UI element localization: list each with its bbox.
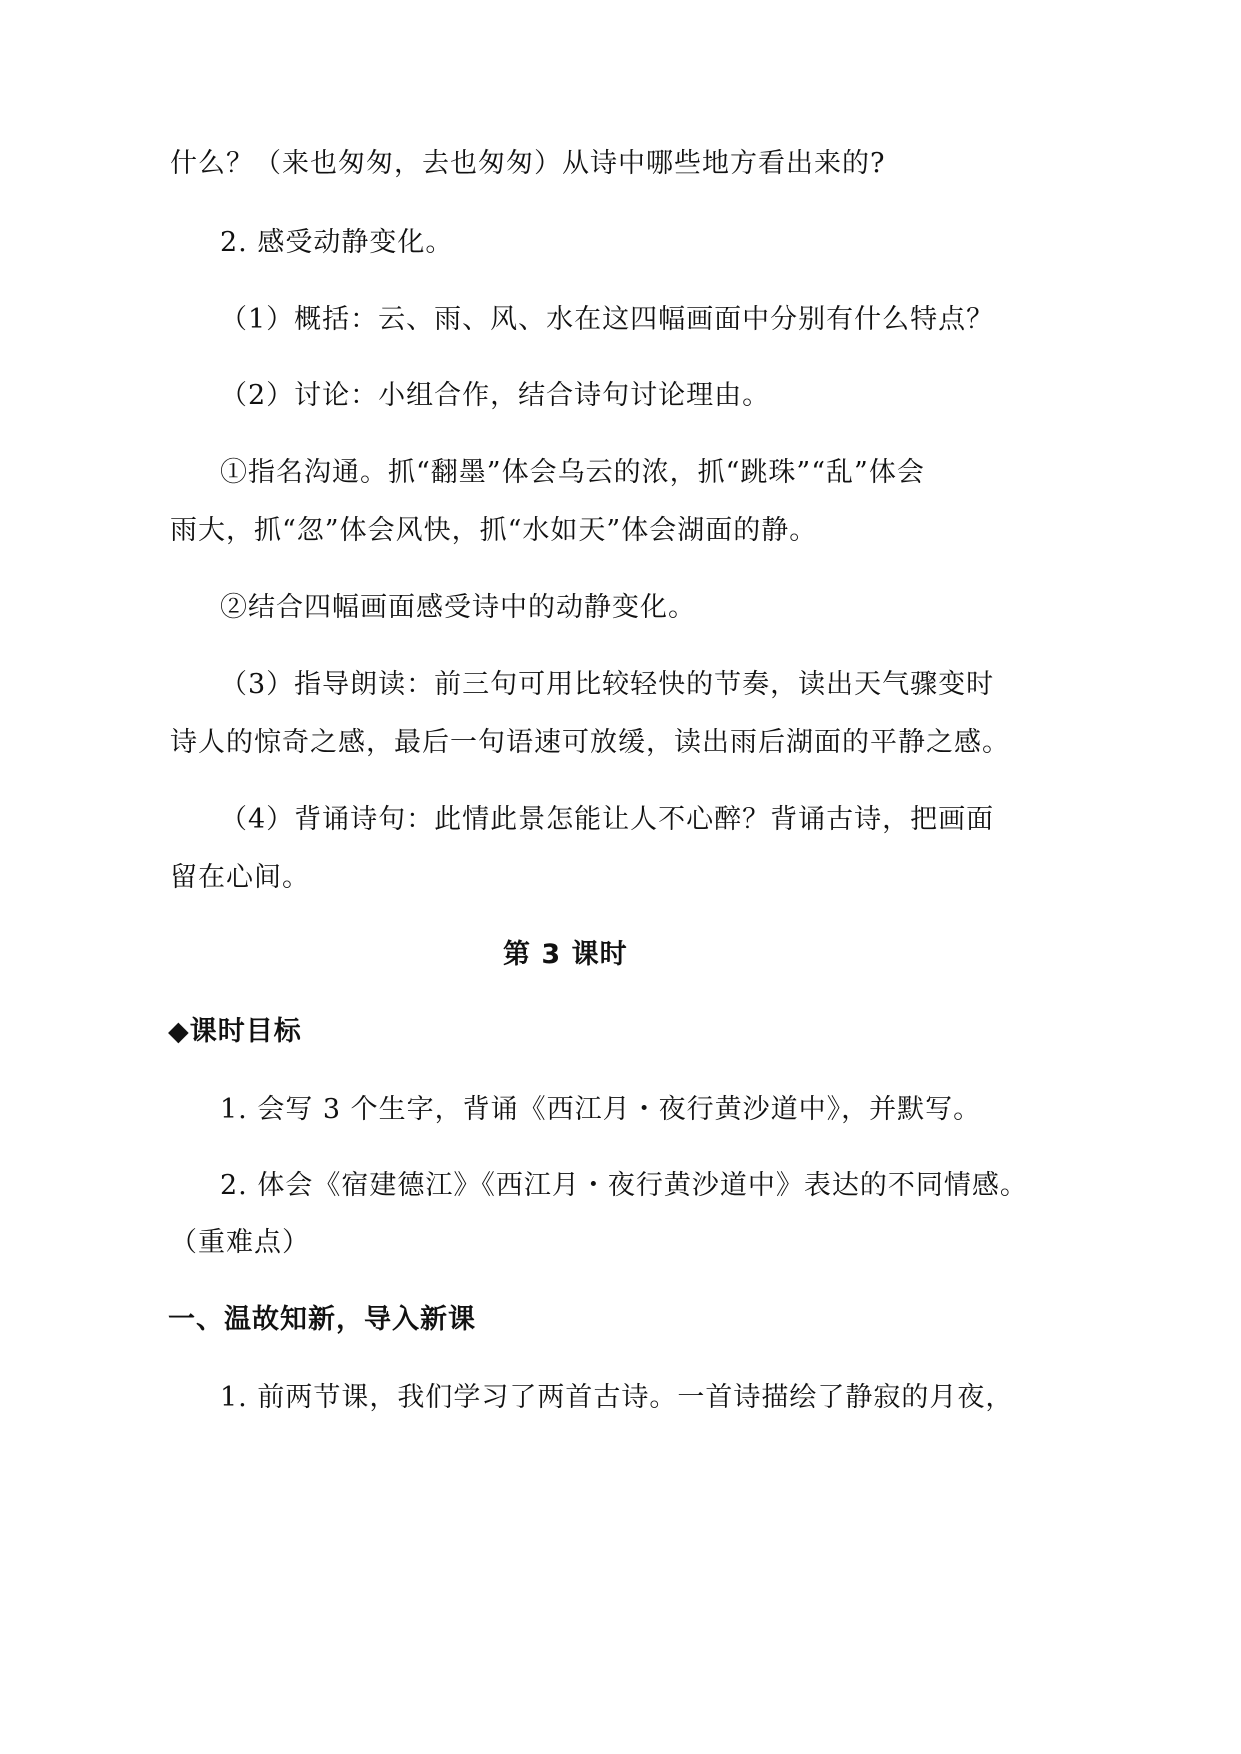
objective-item: 2. 体会《宿建德江》《西江月・夜行黄沙道中》表达的不同情感。 bbox=[220, 1170, 1028, 1201]
paragraph-line: 留在心间。 bbox=[170, 862, 310, 893]
paragraph-line: ①指名沟通。抓“翻墨”体会乌云的浓，抓“跳珠”“乱”体会 bbox=[220, 457, 925, 488]
paragraph-line: （3）指导朗读：前三句可用比较轻快的节奏，读出天气骤变时 bbox=[220, 669, 995, 700]
paragraph-line: （4）背诵诗句：此情此景怎能让人不心醉？背诵古诗，把画面 bbox=[220, 804, 995, 835]
objective-item: （重难点） bbox=[170, 1227, 310, 1258]
paragraph-line: （2）讨论：小组合作，结合诗句讨论理由。 bbox=[220, 380, 771, 411]
section-heading: 一、温故知新，导入新课 bbox=[168, 1304, 476, 1335]
lesson-title: 第 3 课时 bbox=[503, 939, 628, 970]
list-item-heading: 2. 感受动静变化。 bbox=[220, 227, 454, 258]
paragraph-line: 1. 前两节课，我们学习了两首古诗。一首诗描绘了静寂的月夜， bbox=[220, 1382, 1014, 1413]
objectives-heading: ◆课时目标 bbox=[168, 1016, 302, 1047]
paragraph-line: 诗人的惊奇之感，最后一句语速可放缓，读出雨后湖面的平静之感。 bbox=[170, 727, 1010, 758]
paragraph-line: 雨大，抓“忽”体会风快，抓“水如天”体会湖面的静。 bbox=[170, 515, 818, 546]
paragraph-line: ②结合四幅画面感受诗中的动静变化。 bbox=[220, 592, 696, 623]
paragraph-line: （1）概括：云、雨、风、水在这四幅画面中分别有什么特点？ bbox=[220, 304, 995, 335]
objective-item: 1. 会写 3 个生字，背诵《西江月・夜行黄沙道中》，并默写。 bbox=[220, 1094, 982, 1125]
paragraph-line: 什么？（来也匆匆，去也匆匆）从诗中哪些地方看出来的? bbox=[170, 148, 886, 179]
